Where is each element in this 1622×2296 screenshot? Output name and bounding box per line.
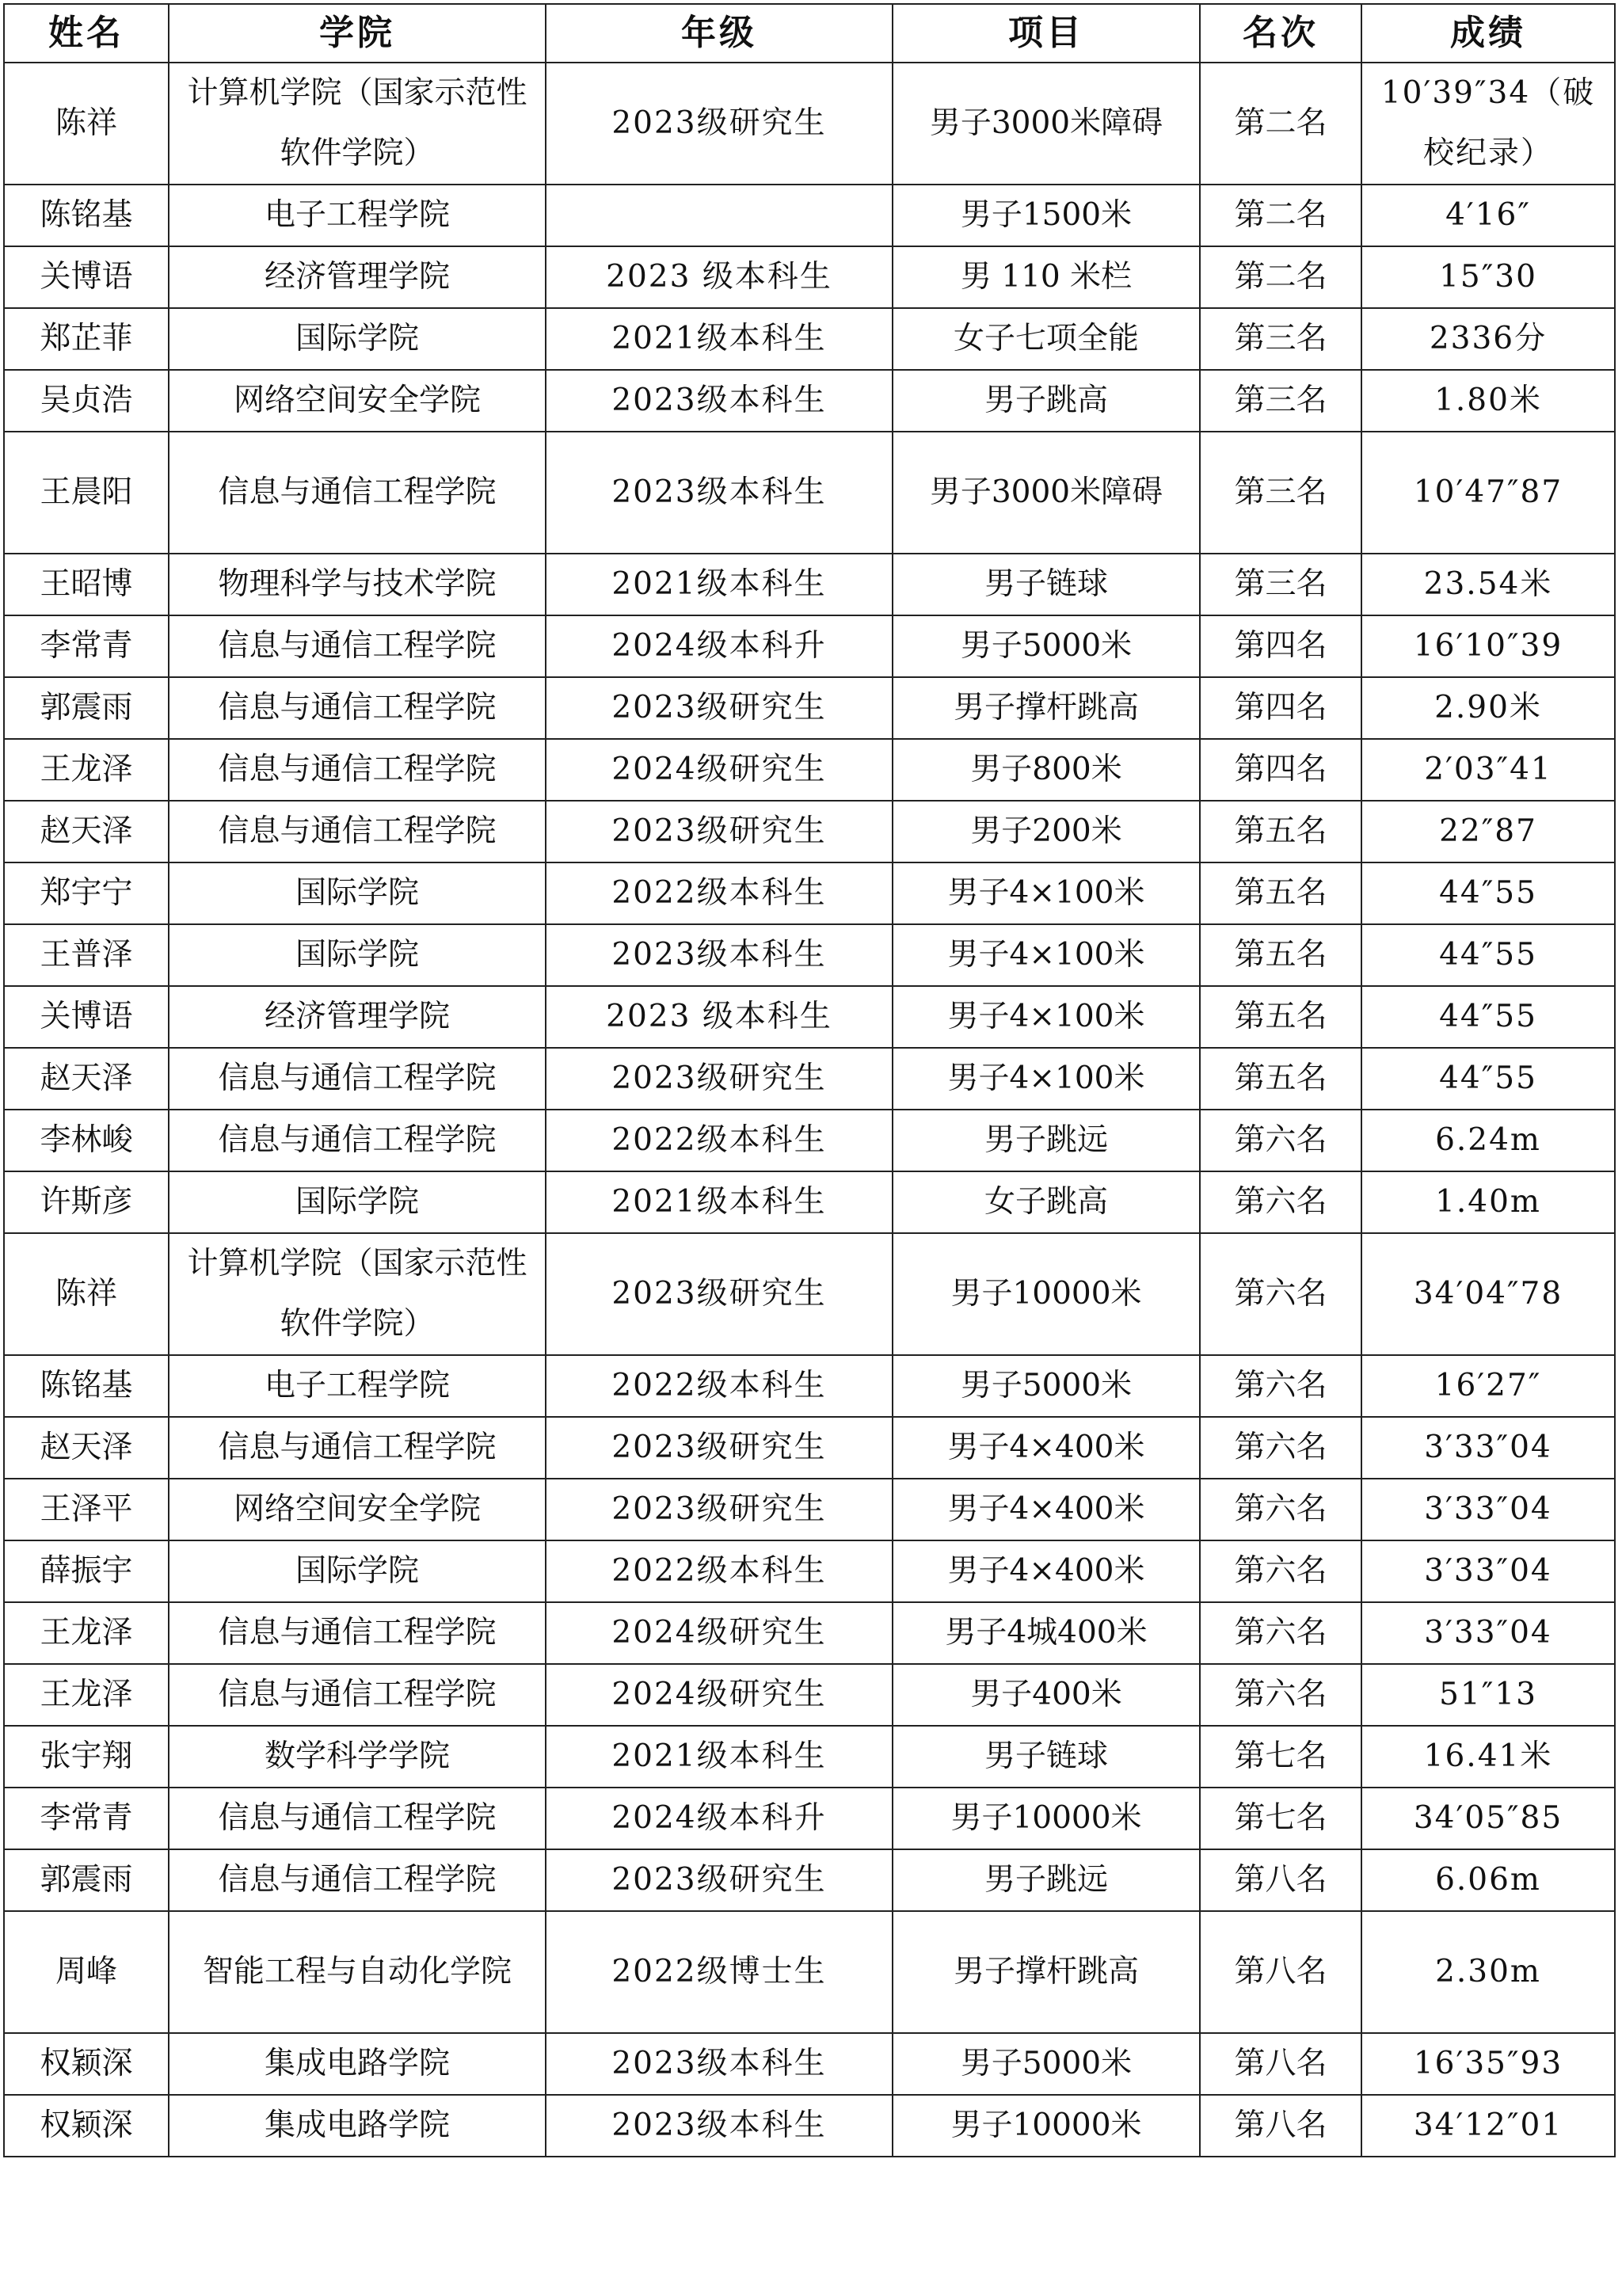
cell-event: 男子4×400米 [893, 1417, 1200, 1479]
cell-name: 赵天泽 [4, 1417, 169, 1479]
cell-result: 3′33″04 [1361, 1540, 1615, 1602]
cell-rank: 第四名 [1200, 739, 1361, 801]
cell-event: 男子5000米 [893, 615, 1200, 677]
cell-grade: 2021级本科生 [546, 1171, 893, 1233]
cell-event: 男子撑杆跳高 [893, 677, 1200, 739]
cell-result: 2336分 [1361, 308, 1615, 370]
cell-result: 23.54米 [1361, 554, 1615, 615]
cell-event: 男子4城400米 [893, 1602, 1200, 1664]
cell-event: 男子3000米障碍 [893, 432, 1200, 554]
cell-event: 男子跳高 [893, 370, 1200, 432]
table-row [4, 1788, 1615, 1849]
cell-rank: 第八名 [1200, 1849, 1361, 1911]
cell-college: 信息与通信工程学院 [169, 739, 546, 801]
cell-rank: 第二名 [1200, 63, 1361, 185]
cell-result: 3′33″04 [1361, 1602, 1615, 1664]
cell-grade: 2023级本科生 [546, 370, 893, 432]
cell-result: 34′04″78 [1361, 1233, 1615, 1355]
cell-name: 赵天泽 [4, 801, 169, 862]
header-event: 项目 [893, 4, 1200, 63]
cell-event: 女子七项全能 [893, 308, 1200, 370]
cell-result: 1.40m [1361, 1171, 1615, 1233]
table-row [4, 1417, 1615, 1479]
cell-rank: 第二名 [1200, 185, 1361, 246]
cell-name: 郑芷菲 [4, 308, 169, 370]
cell-name: 陈铭基 [4, 185, 169, 246]
cell-name: 许斯彦 [4, 1171, 169, 1233]
table-row [4, 1849, 1615, 1911]
cell-college: 集成电路学院 [169, 2033, 546, 2095]
cell-result: 2.90米 [1361, 677, 1615, 739]
cell-result: 44″55 [1361, 862, 1615, 924]
cell-result: 16.41米 [1361, 1726, 1615, 1788]
table-row [4, 801, 1615, 862]
table-row [4, 1540, 1615, 1602]
cell-grade: 2022级本科生 [546, 862, 893, 924]
cell-name: 周峰 [4, 1911, 169, 2033]
cell-event: 男子跳远 [893, 1849, 1200, 1911]
cell-result: 10′39″34（破校纪录） [1361, 63, 1615, 185]
cell-rank: 第二名 [1200, 246, 1361, 308]
cell-college: 电子工程学院 [169, 1355, 546, 1417]
cell-result: 44″55 [1361, 1048, 1615, 1110]
table-body [4, 63, 1615, 2157]
cell-college: 集成电路学院 [169, 2095, 546, 2157]
cell-rank: 第五名 [1200, 801, 1361, 862]
cell-rank: 第四名 [1200, 615, 1361, 677]
cell-grade: 2024级本科升 [546, 1788, 893, 1849]
cell-result: 51″13 [1361, 1664, 1615, 1726]
cell-event: 男子链球 [893, 554, 1200, 615]
cell-grade: 2024级研究生 [546, 1664, 893, 1726]
cell-event: 男子4×100米 [893, 1048, 1200, 1110]
cell-name: 赵天泽 [4, 1048, 169, 1110]
table-row [4, 1048, 1615, 1110]
table-row [4, 986, 1615, 1048]
cell-event: 男子4×400米 [893, 1540, 1200, 1602]
cell-grade: 2023级研究生 [546, 1479, 893, 1540]
cell-event: 男子10000米 [893, 1233, 1200, 1355]
cell-result: 16′10″39 [1361, 615, 1615, 677]
cell-result: 2.30m [1361, 1911, 1615, 2033]
cell-result: 44″55 [1361, 924, 1615, 986]
cell-result: 15″30 [1361, 246, 1615, 308]
cell-event: 男子4×100米 [893, 924, 1200, 986]
cell-event: 男 110 米栏 [893, 246, 1200, 308]
cell-name: 关博语 [4, 246, 169, 308]
table-row [4, 246, 1615, 308]
table-row [4, 1726, 1615, 1788]
cell-college: 国际学院 [169, 1171, 546, 1233]
cell-result: 10′47″87 [1361, 432, 1615, 554]
cell-event: 男子跳远 [893, 1110, 1200, 1171]
cell-event: 男子800米 [893, 739, 1200, 801]
cell-event: 男子400米 [893, 1664, 1200, 1726]
table-row [4, 554, 1615, 615]
cell-grade: 2022级本科生 [546, 1540, 893, 1602]
cell-college: 数学科学学院 [169, 1726, 546, 1788]
header-college: 学院 [169, 4, 546, 63]
table-row [4, 677, 1615, 739]
cell-result: 44″55 [1361, 986, 1615, 1048]
cell-college: 网络空间安全学院 [169, 1479, 546, 1540]
cell-college: 计算机学院（国家示范性软件学院） [169, 63, 546, 185]
cell-grade: 2021级本科生 [546, 1726, 893, 1788]
cell-name: 王龙泽 [4, 1664, 169, 1726]
table-row [4, 1355, 1615, 1417]
cell-grade: 2023级本科生 [546, 2033, 893, 2095]
table-row [4, 739, 1615, 801]
cell-name: 薛振宇 [4, 1540, 169, 1602]
cell-college: 国际学院 [169, 1540, 546, 1602]
cell-event: 男子链球 [893, 1726, 1200, 1788]
table-row [4, 1110, 1615, 1171]
cell-event: 男子4×100米 [893, 986, 1200, 1048]
cell-name: 王普泽 [4, 924, 169, 986]
cell-event: 男子10000米 [893, 1788, 1200, 1849]
cell-grade: 2021级本科生 [546, 308, 893, 370]
cell-rank: 第六名 [1200, 1540, 1361, 1602]
cell-event: 男子1500米 [893, 185, 1200, 246]
cell-result: 3′33″04 [1361, 1479, 1615, 1540]
cell-name: 王晨阳 [4, 432, 169, 554]
cell-college: 网络空间安全学院 [169, 370, 546, 432]
cell-name: 关博语 [4, 986, 169, 1048]
cell-result: 34′05″85 [1361, 1788, 1615, 1849]
cell-grade: 2023级本科生 [546, 2095, 893, 2157]
cell-name: 郭震雨 [4, 677, 169, 739]
cell-name: 王泽平 [4, 1479, 169, 1540]
cell-result: 1.80米 [1361, 370, 1615, 432]
cell-grade: 2022级本科生 [546, 1110, 893, 1171]
cell-college: 经济管理学院 [169, 986, 546, 1048]
cell-college: 信息与通信工程学院 [169, 677, 546, 739]
cell-rank: 第六名 [1200, 1355, 1361, 1417]
cell-grade: 2021级本科生 [546, 554, 893, 615]
cell-rank: 第六名 [1200, 1602, 1361, 1664]
cell-college: 信息与通信工程学院 [169, 615, 546, 677]
cell-name: 王龙泽 [4, 1602, 169, 1664]
table-row [4, 308, 1615, 370]
cell-grade: 2023级研究生 [546, 63, 893, 185]
cell-grade [546, 185, 893, 246]
cell-name: 王昭博 [4, 554, 169, 615]
cell-college: 信息与通信工程学院 [169, 801, 546, 862]
cell-college: 信息与通信工程学院 [169, 1788, 546, 1849]
cell-college: 智能工程与自动化学院 [169, 1911, 546, 2033]
cell-grade: 2023级研究生 [546, 1048, 893, 1110]
cell-grade: 2022级博士生 [546, 1911, 893, 2033]
table-row [4, 862, 1615, 924]
cell-result: 16′35″93 [1361, 2033, 1615, 2095]
cell-rank: 第七名 [1200, 1788, 1361, 1849]
cell-college: 国际学院 [169, 924, 546, 986]
cell-grade: 2022级本科生 [546, 1355, 893, 1417]
table-row [4, 1479, 1615, 1540]
header-result: 成绩 [1361, 4, 1615, 63]
cell-grade: 2023级研究生 [546, 1417, 893, 1479]
header-grade: 年级 [546, 4, 893, 63]
cell-grade: 2024级研究生 [546, 1602, 893, 1664]
cell-grade: 2023级研究生 [546, 1233, 893, 1355]
cell-grade: 2023级研究生 [546, 677, 893, 739]
cell-result: 6.06m [1361, 1849, 1615, 1911]
cell-rank: 第五名 [1200, 924, 1361, 986]
cell-result: 2′03″41 [1361, 739, 1615, 801]
cell-college: 计算机学院（国家示范性软件学院） [169, 1233, 546, 1355]
cell-rank: 第三名 [1200, 554, 1361, 615]
table-row [4, 1911, 1615, 2033]
cell-name: 吴贞浩 [4, 370, 169, 432]
cell-college: 信息与通信工程学院 [169, 1048, 546, 1110]
cell-result: 6.24m [1361, 1110, 1615, 1171]
table-row [4, 615, 1615, 677]
cell-college: 信息与通信工程学院 [169, 432, 546, 554]
cell-name: 郑宇宁 [4, 862, 169, 924]
cell-name: 张宇翔 [4, 1726, 169, 1788]
cell-rank: 第六名 [1200, 1417, 1361, 1479]
table-row [4, 185, 1615, 246]
table-row [4, 2033, 1615, 2095]
cell-event: 男子4×400米 [893, 1479, 1200, 1540]
cell-event: 男子200米 [893, 801, 1200, 862]
cell-rank: 第四名 [1200, 677, 1361, 739]
cell-college: 信息与通信工程学院 [169, 1417, 546, 1479]
cell-name: 王龙泽 [4, 739, 169, 801]
table-row [4, 63, 1615, 185]
cell-rank: 第五名 [1200, 986, 1361, 1048]
cell-name: 李林峻 [4, 1110, 169, 1171]
cell-rank: 第六名 [1200, 1479, 1361, 1540]
cell-grade: 2023级本科生 [546, 432, 893, 554]
table-row [4, 924, 1615, 986]
cell-college: 信息与通信工程学院 [169, 1664, 546, 1726]
cell-event: 男子撑杆跳高 [893, 1911, 1200, 2033]
header-row [4, 4, 1615, 63]
table-row [4, 1171, 1615, 1233]
cell-college: 国际学院 [169, 308, 546, 370]
cell-name: 陈铭基 [4, 1355, 169, 1417]
cell-event: 男子4×100米 [893, 862, 1200, 924]
cell-rank: 第六名 [1200, 1110, 1361, 1171]
cell-result: 34′12″01 [1361, 2095, 1615, 2157]
cell-result: 4′16″ [1361, 185, 1615, 246]
table-row [4, 2095, 1615, 2157]
cell-event: 男子5000米 [893, 1355, 1200, 1417]
cell-event: 男子5000米 [893, 2033, 1200, 2095]
cell-name: 权颖深 [4, 2095, 169, 2157]
cell-rank: 第八名 [1200, 1911, 1361, 2033]
cell-name: 李常青 [4, 1788, 169, 1849]
cell-grade: 2023 级本科生 [546, 986, 893, 1048]
cell-college: 信息与通信工程学院 [169, 1110, 546, 1171]
table-row [4, 1664, 1615, 1726]
table-row [4, 370, 1615, 432]
table-row [4, 432, 1615, 554]
cell-rank: 第三名 [1200, 370, 1361, 432]
cell-rank: 第五名 [1200, 862, 1361, 924]
table-row [4, 1233, 1615, 1355]
cell-grade: 2023级研究生 [546, 801, 893, 862]
cell-college: 信息与通信工程学院 [169, 1849, 546, 1911]
table-row [4, 1602, 1615, 1664]
cell-name: 陈祥 [4, 63, 169, 185]
cell-college: 电子工程学院 [169, 185, 546, 246]
header-rank: 名次 [1200, 4, 1361, 63]
cell-rank: 第八名 [1200, 2033, 1361, 2095]
cell-rank: 第六名 [1200, 1233, 1361, 1355]
cell-grade: 2023 级本科生 [546, 246, 893, 308]
cell-rank: 第三名 [1200, 308, 1361, 370]
cell-result: 3′33″04 [1361, 1417, 1615, 1479]
cell-grade: 2024级研究生 [546, 739, 893, 801]
cell-grade: 2023级研究生 [546, 1849, 893, 1911]
header-name: 姓名 [4, 4, 169, 63]
cell-rank: 第三名 [1200, 432, 1361, 554]
cell-event: 男子10000米 [893, 2095, 1200, 2157]
cell-rank: 第六名 [1200, 1171, 1361, 1233]
cell-name: 郭震雨 [4, 1849, 169, 1911]
cell-name: 李常青 [4, 615, 169, 677]
cell-rank: 第八名 [1200, 2095, 1361, 2157]
cell-rank: 第七名 [1200, 1726, 1361, 1788]
cell-college: 国际学院 [169, 862, 546, 924]
cell-college: 信息与通信工程学院 [169, 1602, 546, 1664]
cell-college: 经济管理学院 [169, 246, 546, 308]
cell-grade: 2024级本科升 [546, 615, 893, 677]
cell-college: 物理科学与技术学院 [169, 554, 546, 615]
cell-result: 22″87 [1361, 801, 1615, 862]
cell-name: 权颖深 [4, 2033, 169, 2095]
cell-name: 陈祥 [4, 1233, 169, 1355]
cell-result: 16′27″ [1361, 1355, 1615, 1417]
cell-event: 男子3000米障碍 [893, 63, 1200, 185]
cell-grade: 2023级本科生 [546, 924, 893, 986]
cell-rank: 第五名 [1200, 1048, 1361, 1110]
results-table [3, 3, 1616, 2157]
cell-event: 女子跳高 [893, 1171, 1200, 1233]
cell-rank: 第六名 [1200, 1664, 1361, 1726]
